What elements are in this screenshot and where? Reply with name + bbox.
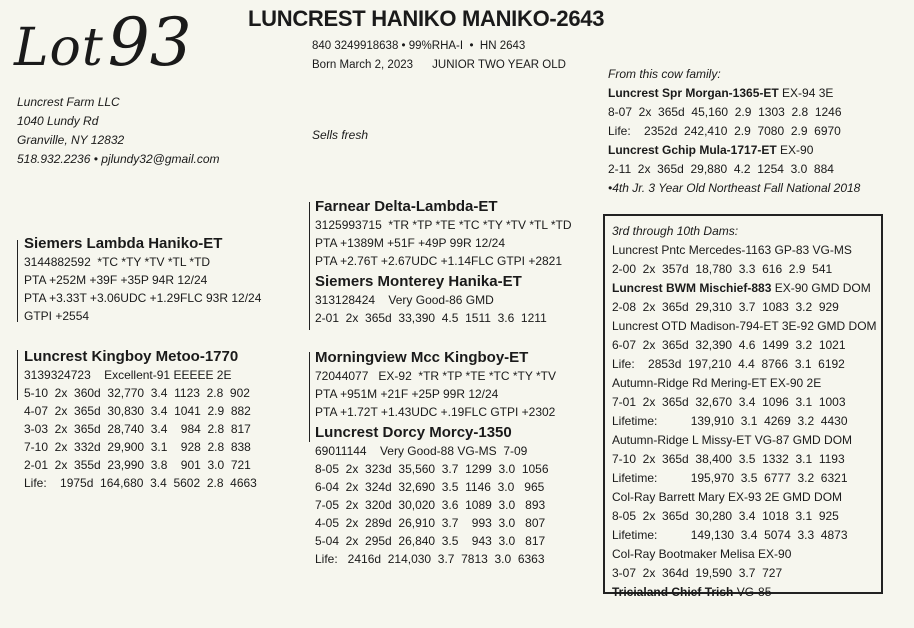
dam-sire-block xyxy=(315,348,556,421)
dam-bracket xyxy=(17,350,18,400)
sire-line: PTA +3.33T +3.06UDC +1.29FLC 93R 12/24 xyxy=(24,291,262,305)
sire-block xyxy=(24,234,261,325)
sells-note: Sells fresh xyxy=(312,128,369,142)
dam-name: Luncrest Kingboy Metoo-1770 xyxy=(24,348,239,365)
owner-city: Granville, NY 12832 xyxy=(17,133,125,147)
dam-dam-line: 8-05 2x 323d 35,560 3.7 1299 3.0 1056 xyxy=(315,462,549,476)
sire-line: PTA +252M +39F +35P 94R 12/24 xyxy=(24,273,208,287)
lot-word: Lot xyxy=(14,18,104,78)
sire-sire-line: PTA +2.76T +2.67UDC +1.14FLC GTPI +2821 xyxy=(315,254,563,268)
dam-dam-line: Life: 2416d 214,030 3.7 7813 3.0 6363 xyxy=(315,552,545,566)
sire-sire-line: PTA +1389M +51F +49P 99R 12/24 xyxy=(315,236,506,250)
dams-row: Autumn-Ridge Rd Mering-ET EX-90 2E xyxy=(612,376,822,390)
sire-sire-name: Farnear Delta-Lambda-ET xyxy=(315,198,498,215)
dam-dam-line: 6-04 2x 324d 32,690 3.5 1146 3.0 965 xyxy=(315,480,545,494)
dams-header: 3rd through 10th Dams: xyxy=(612,224,739,238)
family-note: •4th Jr. 3 Year Old Northeast Fall National 2018 xyxy=(608,181,861,195)
sire-sire-block xyxy=(315,197,572,270)
sire-dam-name: Siemers Monterey Hanika-ET xyxy=(315,273,522,290)
owner-name: Luncrest Farm LLC xyxy=(17,95,120,109)
sire-line: 3144882592 *TC *TY *TV *TL *TD xyxy=(24,255,211,269)
dams-row: Life: 2853d 197,210 4.4 8766 3.1 6192 xyxy=(612,357,845,371)
birth-line: Born March 2, 2023 JUNIOR TWO YEAR OLD xyxy=(312,59,566,71)
dams-row: Col-Ray Bootmaker Melisa EX-90 xyxy=(612,547,792,561)
owner-block xyxy=(17,93,220,169)
dams-row: Lifetime: 149,130 3.4 5074 3.3 4873 xyxy=(612,528,848,542)
sire-sire-line: 3125993715 *TR *TP *TE *TC *TY *TV *TL *TD xyxy=(315,218,572,232)
dam-line: 7-10 2x 332d 29,900 3.1 928 2.8 838 xyxy=(24,440,251,454)
sire-sire-bracket xyxy=(309,202,310,330)
dams-row: 2-08 2x 365d 29,310 3.7 1083 3.2 929 xyxy=(612,300,839,314)
registration-line: 840 3249918638 • 99%RHA-I • HN 2643 xyxy=(312,40,526,52)
dam-sire-line: 72044077 EX-92 *TR *TP *TE *TC *TY *TV xyxy=(315,369,556,383)
lot-digits: 93 xyxy=(107,4,192,81)
dams-row: Lifetime: 195,970 3.5 6777 3.2 6321 xyxy=(612,471,848,485)
dam-dam-line: 4-05 2x 289d 26,910 3.7 993 3.0 807 xyxy=(315,516,546,530)
dams-row: Lifetime: 139,910 3.1 4269 3.2 4430 xyxy=(612,414,848,428)
dam-dam-line: 5-04 2x 295d 26,840 3.5 943 3.0 817 xyxy=(315,534,546,548)
dams-box xyxy=(603,214,883,599)
dams-row: 7-10 2x 365d 38,400 3.5 1332 3.1 1193 xyxy=(612,452,845,466)
family-record: 2-11 2x 365d 29,880 4.2 1254 3.0 884 xyxy=(608,162,834,176)
dams-row: Col-Ray Barrett Mary EX-93 2E GMD DOM xyxy=(612,490,843,504)
cow-family-header: From this cow family: xyxy=(608,67,721,81)
animal-title: LUNCREST HANIKO MANIKO-2643 xyxy=(248,6,605,31)
dams-row: Autumn-Ridge L Missy-ET VG-87 GMD DOM xyxy=(612,433,853,447)
dam-line: 3-03 2x 365d 28,740 3.4 984 2.8 817 xyxy=(24,422,251,436)
dam-sire-bracket xyxy=(309,352,310,442)
dams-row: Tricialand Chief Trish VG-85 xyxy=(612,585,772,599)
dam-dam-line: 69011144 Very Good-88 VG-MS 7-09 xyxy=(315,444,528,458)
dam-line: 3139324723 Excellent-91 EEEEE 2E xyxy=(24,368,232,382)
sire-line: GTPI +2554 xyxy=(24,309,90,323)
dam-sire-line: PTA +1.72T +1.43UDC +.19FLC GTPI +2302 xyxy=(315,405,556,419)
family-entry: Luncrest Spr Morgan-1365-ET EX-94 3E xyxy=(608,86,834,100)
dams-row: 3-07 2x 364d 19,590 3.7 727 xyxy=(612,566,783,580)
dam-dam-name: Luncrest Dorcy Morcy-1350 xyxy=(315,424,512,441)
dam-line: Life: 1975d 164,680 3.4 5602 2.8 4663 xyxy=(24,476,257,490)
dams-row: Luncrest OTD Madison-794-ET 3E-92 GMD DOM xyxy=(612,319,877,333)
dam-line: 5-10 2x 360d 32,770 3.4 1123 2.8 902 xyxy=(24,386,250,400)
sire-dam-line: 313128424 Very Good-86 GMD xyxy=(315,293,494,307)
dam-line: 2-01 2x 355d 23,990 3.8 901 3.0 721 xyxy=(24,458,251,472)
family-entry: Luncrest Gchip Mula-1717-ET EX-90 xyxy=(608,143,814,157)
dam-dam-block xyxy=(315,423,549,568)
family-record: Life: 2352d 242,410 2.9 7080 2.9 6970 xyxy=(608,124,841,138)
dams-row: 7-01 2x 365d 32,670 3.4 1096 3.1 1003 xyxy=(612,395,846,409)
dams-row: 2-00 2x 357d 18,780 3.3 616 2.9 541 xyxy=(612,262,833,276)
sire-name: Siemers Lambda Haniko-ET xyxy=(24,235,223,252)
dams-row: Luncrest Pntc Mercedes-1163 GP-83 VG-MS xyxy=(612,243,852,257)
sire-dam-block xyxy=(315,272,547,327)
owner-contact: 518.932.2236 • pjlundy32@gmail.com xyxy=(17,152,220,166)
dam-sire-line: PTA +951M +21F +25P 99R 12/24 xyxy=(315,387,499,401)
dams-row: Luncrest BWM Mischief-883 EX-90 GMD DOM xyxy=(612,281,871,295)
dams-row: 6-07 2x 365d 32,390 4.6 1499 3.2 1021 xyxy=(612,338,846,352)
family-record: 8-07 2x 365d 45,160 2.9 1303 2.8 1246 xyxy=(608,105,842,119)
owner-address: 1040 Lundy Rd xyxy=(17,114,99,128)
sire-bracket xyxy=(17,240,18,322)
dam-line: 4-07 2x 365d 30,830 3.4 1041 2.9 882 xyxy=(24,404,251,418)
cow-family-block xyxy=(608,65,908,198)
dam-sire-name: Morningview Mcc Kingboy-ET xyxy=(315,349,529,366)
sire-dam-line: 2-01 2x 365d 33,390 4.5 1511 3.6 1211 xyxy=(315,311,547,325)
lot-number xyxy=(14,4,192,81)
dam-dam-line: 7-05 2x 320d 30,020 3.6 1089 3.0 893 xyxy=(315,498,546,512)
dam-block xyxy=(24,347,257,492)
dams-row: 8-05 2x 365d 30,280 3.4 1018 3.1 925 xyxy=(612,509,839,523)
